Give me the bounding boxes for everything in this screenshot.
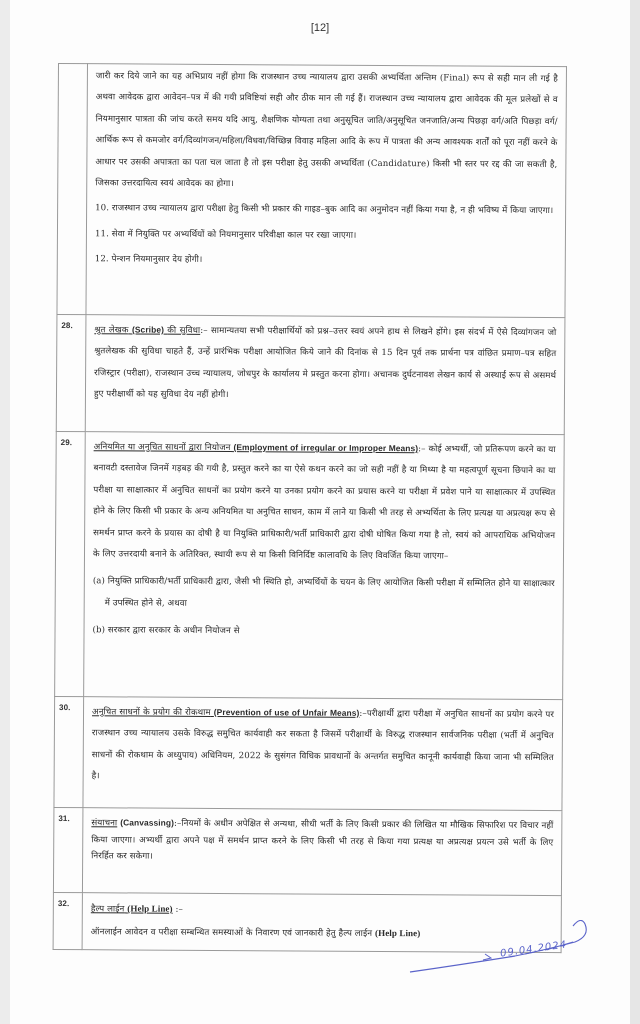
row-number: 31. <box>53 807 83 892</box>
section-heading <box>94 325 200 336</box>
sub-item-label: (b) <box>92 625 106 636</box>
list-item-11 <box>95 224 557 248</box>
list-item-number: 12. <box>94 254 109 265</box>
row-body-continuation <box>86 64 567 318</box>
section-heading <box>92 707 359 719</box>
table-row-29 <box>55 431 565 699</box>
heading-hindi: श्रुत लेखक <box>94 325 129 336</box>
heading-hindi: हैल्प लाईन <box>90 904 125 915</box>
heading-separator: :– <box>172 904 183 915</box>
signature-date: 09.04.2024 <box>499 939 568 960</box>
continuation-paragraph: जारी कर दिये जाने का यह अभिप्राय नहीं होगा कि राजस्थान उच्च न्यायालय द्वारा उसकी अभ्यर्थिता अन्तिम (Final) रूप से सही मान ली गई है अथवा आवेदक द्वारा आवेदन–पत्र में की गयी प्रविष्टियां सही और ठीक मान ली गई हैं। राजस्थान उच्च न्यायालय द्वारा आवेदक की मूल प्रलेखों से व नियमानुसार पात्रता की जांच करते समय यदि आयु, शैक्षणिक योग्यता तथा अनुसूचित जाति/अनुसूचित जनजाति/अन्य पिछड़ा वर्ग/अति पिछड़ा वर्ग/आर्थिक रूप से कमजोर वर्ग/दिव्यांगजन/महिला/विधवा/विच्छिन्न विवाह महिला आदि के रूप में पात्रता की अन्य आवश्यक शर्तों को पूरा नहीं करने के आधार पर उसकी अपात्रता का पता चल जाता है तो इस परीक्षा हेतु उसकी अभ्यर्थिता (Candidature) किसी भी स्तर पर रद्द की जा सकती है, जिसका उत्तरदायित्व स्वयं आवेदक का होगा। <box>95 71 558 190</box>
list-item-12 <box>95 249 557 273</box>
section-heading <box>91 904 173 914</box>
heading-separator: :– <box>173 818 182 829</box>
section-text: सामान्यतया सभी परीक्षार्थियों को प्रश्न–उत्तर स्वयं अपने हाथ से लिखने होंगे। इस संदर्भ में ऐसे दिव्यांगजन जो श्रुतलेखक की सुविधा चाहते हैं, उन्हें प्रारंभिक परीक्षा आयोजित किये जाने की दिनांक से 15 दिन पूर्व तक प्रार्थना पत्र वांछित प्रमाण–पत्र सहित रजिस्ट्रार (परीक्षा), राजस्थान उच्च न्यायालय, जोधपुर के कार्यालय मे प्रस्तुत करना होगा। अचानक दुर्घटनावश लेखन कार्य से अस्थाई रूप से असमर्थ हुए परीक्षार्थी को यह सुविधा देय नहीं होगी। <box>93 325 557 401</box>
list-item-10 <box>95 199 557 223</box>
section-text: ऑनलाईन आवेदन व परीक्षा सम्बन्धित समस्याओं के निवारण एवं जानकारी हेतु हैल्प लाईन <box>90 927 373 939</box>
heading-hindi: अनियमित या अनुचित साधनों द्वारा नियोजन <box>93 442 231 454</box>
section-canvassing <box>82 808 562 896</box>
list-item-text: पेन्शन नियमानुसार देय होगी। <box>111 254 203 266</box>
section-paragraph <box>92 701 555 790</box>
row-number: 29. <box>55 431 86 696</box>
section-heading <box>94 442 419 454</box>
right-gutter <box>630 0 640 1024</box>
section-text: कोई अभ्यर्थी, जो प्रतिरूपण करने का या बनावटी दस्तावेज जिनमें गड़बड़ की गयी है, प्रस्तुत करने का या ऐसे कथन करने का जो सही नहीं है या मिथ्या है या महत्वपूर्ण सूचना छिपाने का या परीक्षा या साक्षात्कार में अनुचित साधनों का प्रयोग करने या उनका प्रयोग करने का प्रयास करने या परीक्षा में प्रवेश पाने या साक्षात्कार में उपस्थित होने के लिए किसी भी प्रकार के अन्य अनियमित या अनुचित साधन, काम में लाने या किसी भी तरह से अभ्यर्थिता के लिए प्रत्यक्ष या अप्रत्यक्ष रूप से समर्थन प्राप्त करने के प्रयास का दोषी है या नियुक्ति प्राधिकारी/भर्ती प्राधिकारी द्वारा दोषी घोषित किया गया है तो, स्वयं को आपराधिक अभियोजन के लिए उत्तरदायी बनाने के अतिरिक्त, स्थायी रूप से या किसी विनिर्दिष्ट कालावधि के लिए विवर्जित किया जाएगा– <box>92 444 556 562</box>
section-text: नियमों के अधीन अपेक्षित से अन्यथा, सीधी भर्ती के लिए किसी प्रकार की लिखित या मौखिक सिफारिश पर विचार नहीं किया जाएगा। अभ्यर्थी द्वारा अपने पक्ष में समर्थन प्राप्त करने के लिए किसी भी तरह से किया गया प्रत्यक्ष या अप्रत्यक्ष प्रयत्न उसे भर्ती के लिए निरर्हित कर सकेगा। <box>91 818 554 862</box>
sub-item-b <box>92 620 554 644</box>
section-heading <box>91 818 117 828</box>
list-item-number: 11. <box>94 229 109 240</box>
heading-separator: :– <box>359 708 367 719</box>
row-number: 30. <box>54 696 84 807</box>
section-paragraph <box>94 319 557 408</box>
section-scribe <box>85 315 565 435</box>
table-row-28 <box>56 314 565 434</box>
sub-item-text: सरकार द्वारा सरकार के अधीन नियोजन से <box>107 625 240 637</box>
heading-english: (Help Line) <box>127 903 173 914</box>
sub-item-a <box>93 572 555 618</box>
heading-english: (Employment of irregular or Improper Means) <box>233 442 419 454</box>
row-number: 28. <box>56 314 86 431</box>
heading-hindi: अनुचित साधनों के प्रयोग की रोकथाम <box>92 707 211 718</box>
rules-table <box>53 63 567 953</box>
list-item-text: सेवा में नियुक्ति पर अभ्यर्थियों को नियमानुसार परिवीक्षा काल पर रखा जाएगा। <box>111 229 357 241</box>
table-row-continuation <box>57 64 567 318</box>
heading-hindi-suffix: की सुविधा <box>167 325 201 336</box>
row-number: 32. <box>53 892 82 949</box>
heading-hindi: संयाचना <box>91 818 118 829</box>
page-number: [12] <box>310 22 330 34</box>
section-text: परीक्षार्थी द्वारा परीक्षा में अनुचित साधनों का प्रयोग करने पर राजस्थान उच्च न्यायालय उसके विरुद्ध समुचित कार्यवाही कर सकता है जिसमें परीक्षार्थी के विरुद्ध राजस्थान सार्वजनिक परीक्षा (भर्ती में अनुचित साधनों की रोकथाम के अध्युपाय) अधिनियम, 2022 के सुसंगत विधिक प्रावधानों के अन्तर्गत समुचित कानूनी कार्यवाही किया जाना भी सम्मिलित है। <box>91 708 555 782</box>
heading-separator: :– <box>200 325 208 336</box>
heading-english: (Canvassing) <box>120 817 175 828</box>
list-item-text: राजस्थान उच्च न्यायालय द्वारा परीक्षा हेतु किसी भी प्रकार की गाइड–बुक आदि का अनुमोदन नहीं किया गया है, न ही भविष्य में किया जाएगा। <box>111 203 554 217</box>
section-irregular-means <box>84 432 565 700</box>
help-line-english: (Help Line) <box>374 927 421 939</box>
heading-english: (Prevention of use of Unfair Means) <box>213 706 360 718</box>
table-row-31 <box>53 807 562 895</box>
section-unfair-means <box>83 697 563 811</box>
section-paragraph <box>91 814 553 867</box>
table-row-30 <box>54 696 563 810</box>
section-paragraph <box>93 436 556 568</box>
heading-english: (Scribe) <box>131 324 165 335</box>
heading-separator: :– <box>418 444 426 455</box>
row-number-empty <box>57 64 88 315</box>
sub-item-text: नियुक्ति प्राधिकारी/भर्ती प्राधिकारी द्वारा, जैसी भी स्थिति हो, अभ्यर्थियों के चयन के लिए आयोजित किसी परीक्षा में सम्मिलित होने या साक्षात्कार में उपस्थित होने से, अथवा <box>104 576 555 609</box>
list-item-number: 10. <box>95 203 110 214</box>
left-gutter <box>0 0 10 1024</box>
sub-item-label: (a) <box>92 576 106 587</box>
